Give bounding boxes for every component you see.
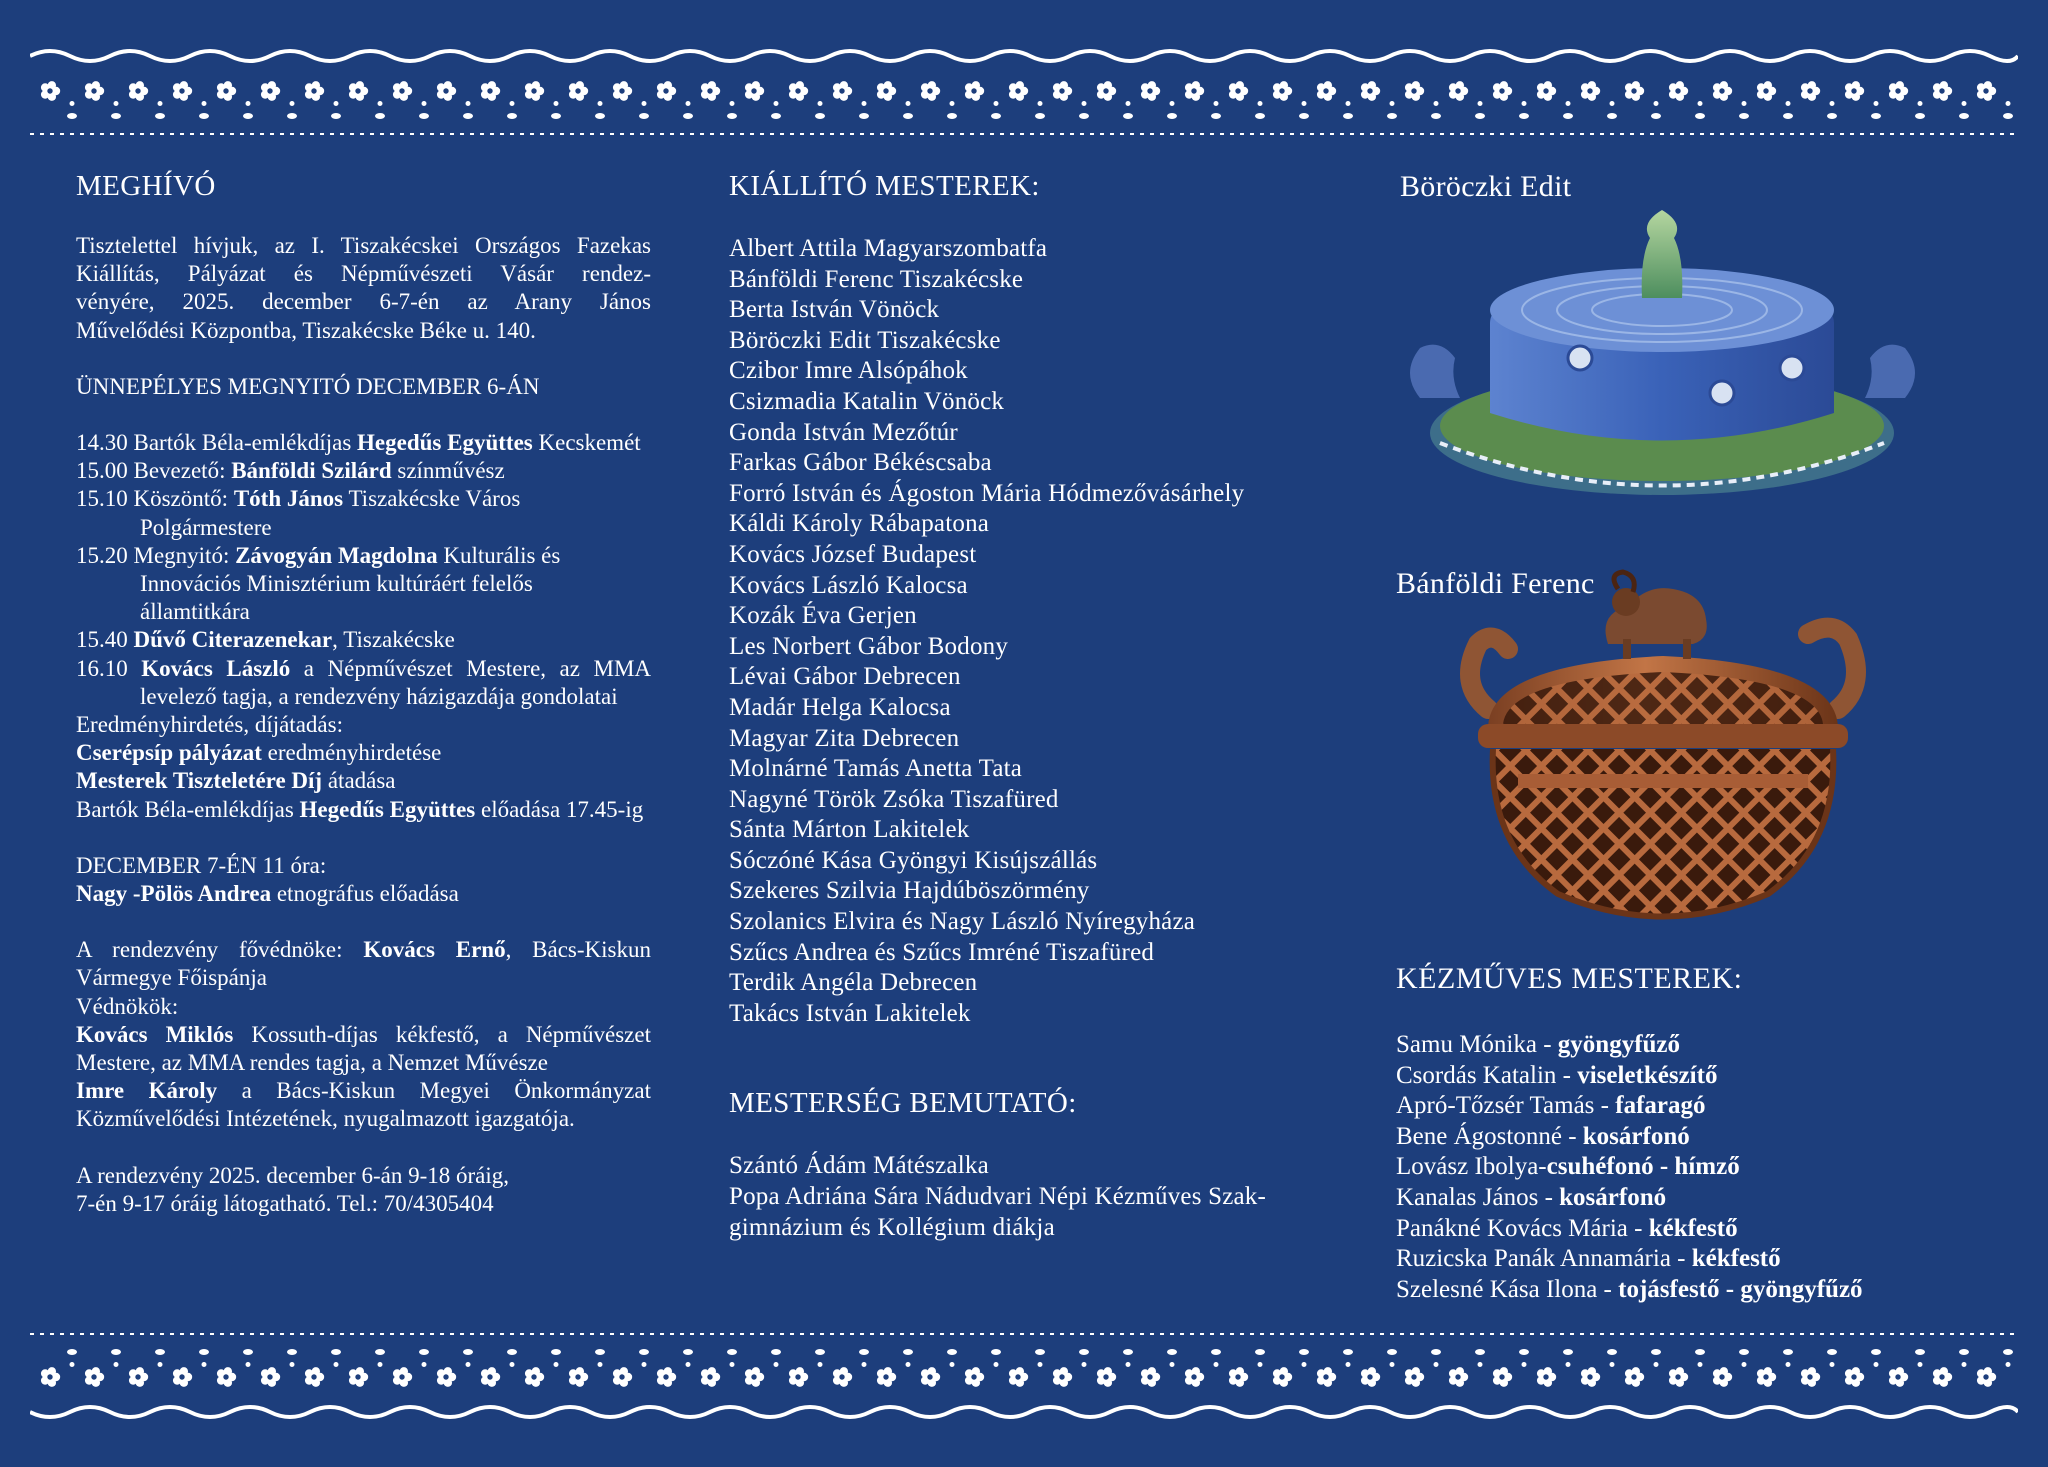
demo-title: MESTERSÉG BEMUTATÓ:	[729, 1087, 1077, 1120]
program-item: 15.00 Bevezető: Bánföldi Szilárd színművész	[76, 458, 505, 484]
exhibitor-item: Bánföldi Ferenc Tiszakécske	[729, 265, 1024, 293]
craft-person: Panákné Kovács Mária -	[1396, 1214, 1649, 1242]
exhibitor-item: Szűcs Andrea és Szűcs Imréné Tiszafüred	[729, 938, 1155, 966]
craft-item	[1396, 1091, 1863, 1122]
craft-type: gyöngyfűző	[1557, 1031, 1681, 1058]
craft-item	[1396, 1275, 1863, 1306]
demo-line: Szántó Ádám Mátészalka	[729, 1152, 989, 1180]
exhibitor-list	[729, 234, 1359, 1029]
floral-border-icon	[30, 1322, 2018, 1422]
intro-line: Tisztelettel hívjuk, az I. Tiszakécskei Országos Fazekas	[76, 233, 651, 258]
dec7-heading: DECEMBER 7-ÉN 11 óra:	[76, 852, 327, 878]
program-item: 16.10 Kovács László a Népművészet Mestere, az MMA levelező tagja, a rendezvény házigazdája gondolatai	[76, 655, 651, 709]
craft-type: kosárfonó	[1582, 1122, 1690, 1150]
program-item: 15.10 Köszöntő: Tóth János Tiszakécske Város Polgármestere	[76, 486, 521, 540]
craft-type: viseletkészítő	[1577, 1061, 1718, 1089]
exhibitor-item: Albert Attila Magyarszombatfa	[729, 235, 1048, 262]
results-label: Eredményhirdetés, díjátadás:	[76, 712, 343, 738]
craft-person: Samu Mónika -	[1396, 1031, 1558, 1058]
exhibitor-item: Takács István Lakitelek	[729, 999, 971, 1027]
floral-border-icon	[30, 46, 2018, 146]
crafts-list	[1396, 1030, 1863, 1305]
dec7-lecture: Nagy -Pölös Andrea etnográfus előadása	[76, 881, 459, 907]
craft-person: Bene Ágostonné -	[1396, 1122, 1583, 1150]
exhibitor-item: Böröczki Edit Tiszakécske	[729, 326, 1001, 354]
craft-item	[1396, 1214, 1863, 1245]
craft-type: kékfestő	[1648, 1214, 1738, 1242]
craft-person: Ruzicska Panák Annamária -	[1396, 1245, 1692, 1273]
exhibitor-item: Les Norbert Gábor Bodony	[729, 632, 1009, 660]
exhibitor-item: Sánta Márton Lakitelek	[729, 816, 970, 844]
exhibitor-item: Terdik Angéla Debrecen	[729, 969, 978, 997]
program-list	[76, 429, 651, 711]
openwork-bowl-icon	[1448, 544, 1878, 939]
craft-item	[1396, 1061, 1863, 1092]
craft-type: csuhéfonó - hímző	[1546, 1153, 1740, 1181]
intro-line: Kiállítás, Pályázat és Népművészeti Vásár rendez-	[76, 261, 651, 287]
pot2-artist-label: Bánföldi Ferenc	[1396, 567, 1595, 600]
exhibitor-item: Kovács László Kalocsa	[729, 571, 968, 599]
craft-item	[1396, 1152, 1863, 1183]
protectors-label: Védnökök:	[76, 993, 179, 1019]
exhibitor-item: Czibor Imre Alsópáhok	[729, 357, 968, 385]
intro-line: Művelődési Központba, Tiszakécske Béke u. 140.	[76, 317, 536, 343]
opening-hours: 7-én 9-17 óráig látogatható. Tel.: 70/4305404	[76, 1190, 494, 1216]
demo-line: gimnázium és Kollégium diákja	[729, 1213, 1055, 1241]
craft-person: Szelesné Kása Ilona -	[1396, 1275, 1619, 1303]
exhibitor-item: Lévai Gábor Debrecen	[729, 663, 961, 691]
craft-item	[1396, 1244, 1863, 1275]
craft-type: kosárfonó	[1559, 1183, 1667, 1211]
exhibitor-item: Szekeres Szilvia Hajdúböszörmény	[729, 877, 1090, 905]
exhibitor-item: Molnárné Tamás Anetta Tata	[729, 755, 1023, 783]
bottom-floral-border	[30, 1322, 2018, 1422]
craft-type: kékfestő	[1691, 1245, 1781, 1273]
pot1-artist-label: Böröczki Edit	[1400, 170, 1572, 203]
exhibitor-item: Madár Helga Kalocsa	[729, 693, 951, 721]
intro-line: vényére, 2025. december 6-7-én az Arany János	[76, 289, 651, 315]
program-item: 15.20 Megnyitó: Závogyán Magdolna Kulturális és Innovációs Minisztérium kultúráért felelős államtitkára	[76, 542, 561, 625]
exhibitor-item: Kozák Éva Gerjen	[729, 602, 917, 630]
demo-line: Popa Adriána Sára Nádudvari Népi Kézműves Szak-	[729, 1183, 1267, 1211]
top-floral-border	[30, 46, 2018, 146]
craft-item	[1396, 1183, 1863, 1214]
invitation-column	[76, 168, 651, 1218]
blue-glazed-dish-icon	[1400, 198, 1930, 518]
demo-section	[729, 1085, 1359, 1243]
craft-person: Kanalas János -	[1396, 1183, 1560, 1211]
exhibitor-item: Farkas Gábor Békéscsaba	[729, 449, 992, 477]
protector-text: Kovács Miklós Kossuth-díjas kékfestő, a Népművészet Mestere, az MMA rendes tagja, a Nemzet Művésze	[76, 1021, 651, 1076]
exhibitor-item: Gonda István Mezőtúr	[729, 418, 958, 446]
invitation-intro	[76, 232, 651, 345]
exhibitor-item: Csizmadia Katalin Vönöck	[729, 387, 1005, 415]
craft-type: fafaragó	[1615, 1092, 1706, 1120]
result-item: Cserépsíp pályázat eredményhirdetése	[76, 740, 442, 766]
invitation-title: MEGHÍVÓ	[76, 170, 216, 202]
craft-type: tojásfestő - gyöngyfűző	[1618, 1275, 1863, 1303]
exhibitor-item: Magyar Zita Debrecen	[729, 724, 960, 752]
exhibitor-item: Káldi Károly Rábapatona	[729, 510, 990, 538]
exhibitor-item: Nagyné Török Zsóka Tiszafüred	[729, 785, 1059, 813]
craft-person: Csordás Katalin -	[1396, 1061, 1578, 1089]
ceremony-heading: ÜNNEPÉLYES MEGNYITÓ DECEMBER 6-ÁN	[76, 373, 540, 399]
protector-text: Imre Károly a Bács-Kiskun Megyei Önkormányzat Közművelődési Intézetének, nyugalmazott igazgatója.	[76, 1078, 651, 1132]
exhibitors-column	[729, 168, 1359, 1243]
program-item: 14.30 Bartók Béla-emlékdíjas Hegedűs Együttes Kecskemét	[76, 430, 641, 456]
program-item: 15.40 Dűvő Citerazenekar, Tiszakécske	[76, 627, 455, 653]
craft-person: Apró-Tőzsér Tamás -	[1396, 1092, 1616, 1120]
opening-hours: A rendezvény 2025. december 6-án 9-18 óráig,	[76, 1162, 510, 1188]
patron-text: A rendezvény fővédnöke: Kovács Ernő, Bács-Kiskun Vármegye Főispánja	[76, 937, 651, 991]
result-item: Mesterek Tiszteletére Díj átadása	[76, 768, 396, 794]
exhibitors-title: KIÁLLÍTÓ MESTEREK:	[729, 170, 1040, 202]
crafts-title: KÉZMŰVES MESTEREK:	[1396, 962, 1743, 995]
closing-performance: Bartók Béla-emlékdíjas Hegedűs Együttes előadása 17.45-ig	[76, 796, 644, 822]
craft-person: Lovász Ibolya-	[1396, 1153, 1547, 1181]
exhibitor-item: Kovács József Budapest	[729, 540, 977, 568]
exhibitor-item: Szolanics Elvira és Nagy László Nyíregyháza	[729, 908, 1196, 936]
craft-item	[1396, 1122, 1863, 1153]
exhibitor-item: Berta István Vönöck	[729, 296, 940, 324]
craft-item	[1396, 1030, 1863, 1061]
exhibitor-item: Sóczóné Kása Gyöngyi Kisújszállás	[729, 846, 1098, 874]
exhibitor-item: Forró István és Ágoston Mária Hódmezővásárhely	[729, 479, 1245, 507]
